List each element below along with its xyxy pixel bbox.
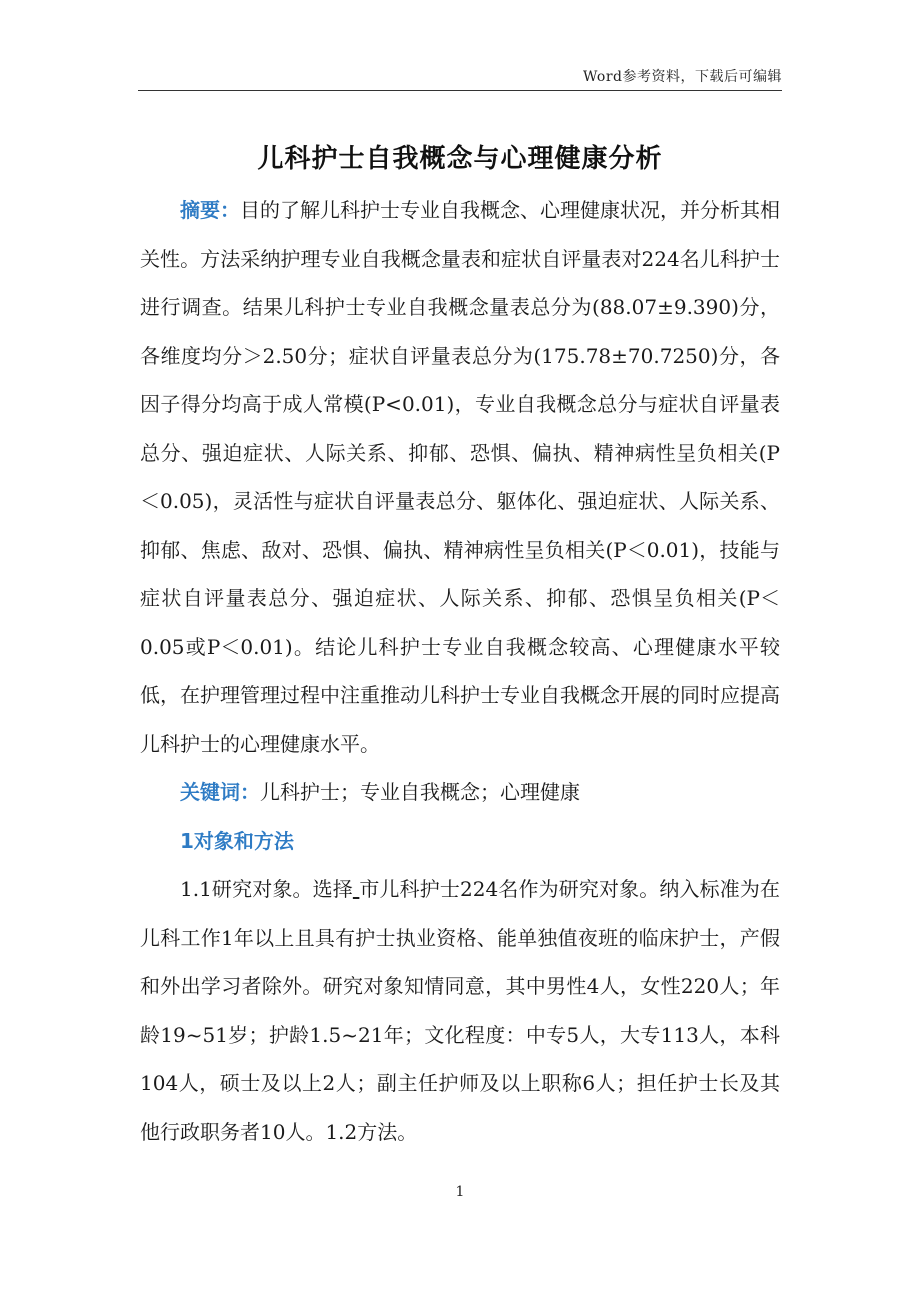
abstract-label: 摘要： [180,198,240,222]
section-heading: 1对象和方法 [180,828,294,853]
keywords-text: 儿科护士；专业自我概念；心理健康 [260,780,580,804]
paragraph-text-start: 1.1研究对象。选择 [180,877,353,901]
keywords-paragraph [140,768,780,817]
paragraph-text-rest: 市儿科护士224名作为研究对象。纳入标准为在儿科工作1年以上且具有护士执业资格、能单独值夜班的临床护士，产假和外出学习者除外。研究对象知情同意，其中男性4人，女性220人；年龄19~51岁；护龄1.5~21年；文化程度：中专5人，大专113人，本科104人，硕士及以上2人；副主任护师及以上职称6人；担任护士长及其他行政职务者10人。1.2方法。 [140,877,781,1144]
header-divider [138,90,782,91]
keywords-label: 关键词： [180,780,260,804]
abstract-text: 目的了解儿科护士专业自我概念、心理健康状况，并分析其相关性。方法采纳护理专业自我概念量表和症状自评量表对224名儿科护士进行调查。结果儿科护士专业自我概念量表总分为(88.07±9.390)分，各维度均分＞2.50分；症状自评量表总分为(175.78±70.7250)分，各因子得分均高于成人常模(P<0.01)，专业自我概念总分与症状自评量表总分、强迫症状、人际关系、抑郁、恐惧、偏执、精神病性呈负相关(P＜0.05)，灵活性与症状自评量表总分、躯体化、强迫症状、人际关系、抑郁、焦虑、敌对、恐惧、偏执、精神病性呈负相关(P＜0.01)，技能与症状自评量表总分、强迫症状、人际关系、抑郁、恐惧呈负相关(P＜0.05或P＜0.01)。结论儿科护士专业自我概念较高、心理健康水平较低，在护理管理过程中注重推动儿科护士专业自我概念开展的同时应提高儿科护士的心理健康水平。 [140,198,780,756]
page-title: 儿科护士自我概念与心理健康分析 [257,144,663,174]
header-note: Word参考资料，下载后可编辑 [582,69,782,85]
abstract-paragraph [140,186,780,768]
document-body [140,186,780,1156]
body-paragraph [140,865,780,1156]
page-number: 1 [455,1184,465,1200]
